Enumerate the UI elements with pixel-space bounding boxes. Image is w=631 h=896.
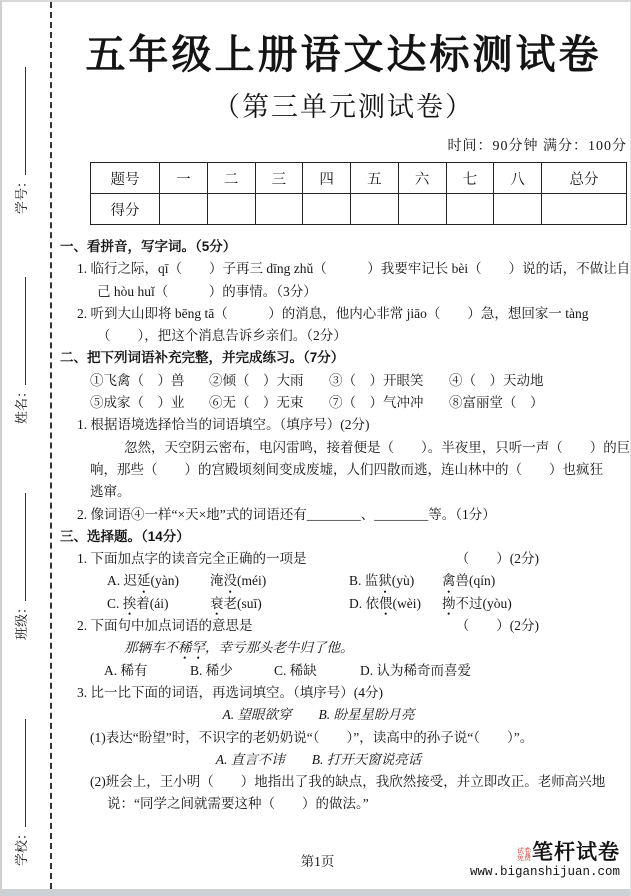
text-segment: (wèi) — [392, 595, 421, 611]
emphasis-dotted-char: 挨 — [122, 595, 137, 611]
text-cell — [60, 236, 236, 258]
name-label: 姓名： — [14, 384, 29, 424]
school-fill-in-line — [11, 719, 26, 827]
s2-q1-passage-line1 — [124, 437, 631, 459]
score-header-cell: 五 — [351, 163, 399, 194]
text-segment: 2. 下面句中加点词语的意思是 — [77, 618, 253, 634]
text-cell — [442, 593, 512, 615]
s1-q2-line2 — [97, 325, 627, 347]
emphasis-dotted-char: 拗 — [442, 595, 456, 611]
score-value-cell — [542, 194, 627, 225]
score-value-cell — [303, 194, 351, 225]
text-segment: 着(ái) — [136, 595, 169, 611]
section-2-heading — [60, 347, 627, 369]
s3-q3-1 — [90, 727, 627, 749]
s1-q2-line1 — [77, 303, 627, 325]
text-segment: 淹 — [210, 573, 224, 589]
sidebar-field-student-id — [11, 67, 32, 214]
text-cell — [216, 749, 422, 771]
school-label: 学校： — [14, 826, 29, 866]
text-segment: 响，那些（ ）的宫殿顷刻间变成废墟，人们四散而逃，连山林中的（ ）也疯狂 — [90, 461, 603, 477]
text-cell — [77, 414, 370, 436]
text-cell — [60, 347, 344, 369]
emphasis-dotted-char: 衰 — [210, 595, 224, 611]
text-cell — [97, 281, 317, 303]
page-title: 五年级上册语文达标测试卷 — [85, 32, 602, 77]
text-cell — [107, 793, 369, 815]
score-header-cell: 一 — [160, 163, 208, 194]
text-cell — [104, 660, 190, 682]
text-cell — [90, 771, 605, 793]
s3-q1-stem — [77, 548, 627, 570]
text-cell — [107, 570, 210, 592]
s3-q3-words — [60, 704, 627, 726]
score-table — [90, 162, 627, 225]
s2-q1-passage-line2 — [90, 459, 627, 481]
text-cell — [223, 704, 415, 726]
text-segment: (méi) — [237, 573, 267, 589]
s3-q3-1-words — [60, 749, 627, 771]
section-1-heading — [60, 236, 627, 258]
text-cell — [442, 570, 495, 592]
text-segment: D. 依 — [349, 595, 379, 611]
text-cell — [77, 682, 383, 704]
text-segment: (yù) — [391, 573, 415, 589]
page-number: 第1页 — [300, 854, 335, 869]
text-cell — [449, 370, 544, 392]
emphasis-dotted-char: 狱 — [378, 573, 392, 589]
text-cell — [90, 459, 603, 481]
brand-url: www.biganshijuan.com — [470, 865, 621, 879]
emphasis-dotted-char: 偎 — [379, 595, 393, 611]
text-segment: 老(suī) — [223, 595, 262, 611]
text-cell — [190, 660, 274, 682]
text-cell — [90, 370, 209, 392]
emphasis-dotted-char: 禽 — [442, 573, 456, 589]
text-segment: 1. 根据语境选择恰当的词语填空。（填序号）(2分) — [77, 417, 370, 433]
text-segment: 一、看拼音，写字词。（5分） — [60, 239, 237, 254]
text-segment: 忽然，天空阴云密布，电闪雷鸣，接着便是（ ）。半夜里，只听一声（ ）的巨 — [124, 439, 631, 455]
score-header-cell: 三 — [255, 163, 303, 194]
brand-name: 笔杆试卷 — [532, 841, 620, 864]
text-segment: 1. 临行之际，qī（ ）子再三 dīng zhǔ（ ）我要牢记长 bèi（ ）说的话，不做让自 — [77, 261, 631, 277]
page-subtitle: （第三单元测试卷） — [213, 92, 474, 122]
text-cell — [329, 370, 449, 392]
text-segment: 2. 听到大山即将 bēng tā（ ）的消息，他内心非常 jiāo（ ）急，想回家一 tàng — [77, 305, 589, 321]
score-value-cell — [207, 194, 255, 225]
s2-idioms-row2 — [90, 392, 627, 414]
sidebar-field-school — [11, 719, 32, 866]
text-segment: （ ）(2分) — [455, 551, 539, 567]
text-segment: 说：“同学之间就需要这种（ ）的做法。” — [107, 796, 369, 812]
text-cell — [360, 660, 471, 682]
text-cell — [60, 526, 190, 548]
score-row-label: 得分 — [91, 194, 160, 225]
student-id-fill-in-line — [11, 67, 26, 175]
sidebar-field-name — [11, 277, 32, 424]
text-segment: (1)表达“盼望”时，不识字的老奶奶说“（ ）”，读高中的孙子说“（ ）”。 — [90, 729, 534, 745]
score-table-header-row — [91, 163, 627, 194]
text-segment: 二、把下列词语补充完整，并完成练习。（7分） — [60, 350, 345, 366]
text-segment: ，幸亏那头老牛归了他。 — [205, 640, 354, 656]
text-cell — [329, 392, 449, 414]
text-cell — [456, 615, 539, 637]
text-cell — [77, 615, 253, 637]
text-segment: 3. 比一比下面的词语，再选词填空。（填序号）(4分) — [77, 684, 383, 700]
text-segment: B. 稀少 — [190, 662, 233, 678]
s3-q1-options-row1 — [107, 570, 627, 592]
s3-q3-2-line1 — [90, 771, 627, 793]
text-cell — [77, 504, 496, 526]
class-label: 班级： — [14, 600, 29, 640]
text-cell — [209, 392, 329, 414]
text-segment: A. 迟 — [107, 573, 137, 589]
sidebar-field-class — [11, 493, 32, 640]
s3-q3-2-line2 — [107, 793, 627, 815]
text-cell — [449, 392, 544, 414]
text-cell — [210, 570, 349, 592]
text-cell — [274, 660, 360, 682]
question-lines — [60, 236, 631, 816]
text-cell — [349, 570, 442, 592]
text-segment: ②倾（ ）大雨 — [209, 372, 304, 388]
score-header-cell: 二 — [207, 163, 255, 194]
text-segment: （ ）(2分) — [455, 618, 539, 634]
text-segment: C. — [107, 595, 123, 611]
text-cell — [107, 593, 210, 615]
score-value-cell — [255, 194, 303, 225]
text-cell — [209, 370, 329, 392]
text-segment: A. 直言不讳 B. 打开天窗说亮话 — [215, 751, 422, 767]
text-segment: ⑥无（ ）无束 — [209, 395, 304, 411]
s3-q2-stem — [77, 615, 627, 637]
s3-q3 — [77, 682, 627, 704]
score-header-cell: 题号 — [91, 163, 160, 194]
score-value-cell — [446, 194, 494, 225]
s3-q2-sentence — [124, 637, 627, 659]
s2-q1 — [77, 414, 627, 436]
text-cell — [77, 303, 588, 325]
text-segment: 兽(qín) — [455, 573, 496, 589]
text-segment: 1. 下面加点字的读音完全正确的一项是 — [77, 551, 307, 567]
text-segment: ⑧富丽堂（ ） — [449, 395, 544, 411]
score-header-cell: 八 — [494, 163, 542, 194]
score-header-cell: 六 — [398, 163, 446, 194]
score-header-cell: 四 — [303, 163, 351, 194]
class-fill-in-line — [11, 493, 26, 601]
text-cell — [77, 548, 307, 570]
text-cell — [90, 392, 209, 414]
text-cell — [90, 481, 131, 503]
text-segment: ⑦（ ）气冲冲 — [329, 395, 424, 411]
text-segment: 那辆车不 — [124, 640, 178, 656]
emphasis-dotted-char: 罕 — [191, 640, 205, 656]
text-cell — [90, 727, 533, 749]
s1-q1-line2 — [97, 281, 627, 303]
time-and-score-meta: 时间：90分钟 满分：100分 — [447, 139, 627, 154]
text-segment: ⑤成家（ ）业 — [90, 395, 185, 411]
text-segment: (yàn) — [150, 573, 179, 589]
emphasis-dotted-char: 稀 — [178, 640, 192, 656]
text-segment: 不过(yòu) — [455, 595, 512, 611]
page-bottom-edge — [2, 889, 630, 896]
binding-dashed-line — [50, 2, 52, 889]
text-cell — [456, 548, 539, 570]
paper-content — [60, 22, 631, 816]
brand-row — [470, 841, 620, 865]
score-value-cell — [160, 194, 208, 225]
text-cell — [77, 258, 630, 280]
score-value-cell — [398, 194, 446, 225]
text-segment: （ ），把这个消息告诉乡亲们。（2分） — [97, 328, 347, 344]
text-segment: ④（ ）天动地 — [449, 372, 544, 388]
text-segment: ③（ ）开眼笑 — [329, 372, 424, 388]
brand-tagline: 试卷免费 — [517, 846, 531, 863]
emphasis-dotted-char: 没 — [223, 573, 237, 589]
text-segment: 三、选择题。（14分） — [60, 528, 190, 544]
text-segment: B. 监 — [349, 573, 379, 589]
score-header-cell: 七 — [446, 163, 494, 194]
score-header-cell: 总分 — [542, 163, 627, 194]
text-segment: 2. 像词语④一样“×天×地”式的词语还有________、________等。（1分） — [77, 506, 496, 522]
text-segment: A. 稀有 — [104, 662, 148, 678]
emphasis-dotted-char: 延 — [137, 573, 151, 589]
text-cell — [97, 325, 347, 347]
text-segment: ①飞禽（ ）兽 — [90, 372, 185, 388]
score-value-cell — [494, 194, 542, 225]
score-value-cell — [351, 194, 399, 225]
name-fill-in-line — [11, 277, 26, 385]
s2-q1-passage-line3 — [90, 481, 627, 503]
section-3-heading — [60, 526, 627, 548]
text-segment: (2)班会上，王小明（ ）地指出了我的缺点，我欣然接受，并立即改正。老师高兴地 — [90, 774, 606, 790]
text-segment: C. 稀缺 — [274, 662, 317, 678]
student-id-label: 学号： — [14, 174, 29, 214]
text-segment: 逃窜。 — [90, 484, 131, 500]
score-table-score-row — [91, 194, 627, 225]
s1-q1-line1 — [77, 258, 631, 280]
brand-logo — [470, 841, 620, 879]
text-segment: D. 认为稀奇而喜爱 — [360, 662, 471, 678]
text-segment: 己 hòu huǐ（ ）的事情。（3分） — [97, 283, 317, 299]
text-cell — [124, 637, 354, 659]
s2-q2 — [77, 504, 627, 526]
text-cell — [349, 593, 442, 615]
s3-q1-options-row2 — [107, 593, 627, 615]
s2-idioms-row1 — [90, 370, 627, 392]
text-segment: A. 望眼欲穿 B. 盼星星盼月亮 — [222, 707, 415, 723]
text-cell — [124, 437, 630, 459]
